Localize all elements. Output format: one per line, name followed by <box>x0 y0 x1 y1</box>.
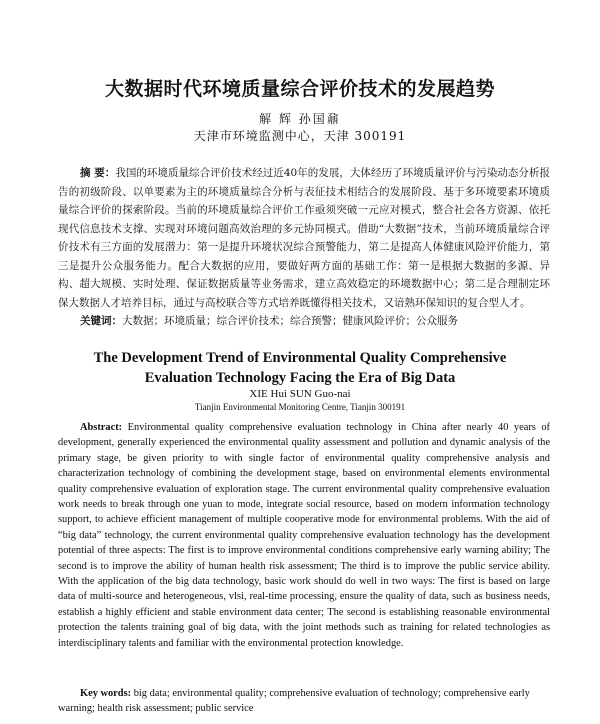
chinese-authors: 解 辉 孙国鼐 <box>259 112 341 126</box>
chinese-title: 大数据时代环境质量综合评价技术的发展趋势 <box>104 78 495 100</box>
english-title-line-1: The Development Trend of Environmental Quality Comprehensive <box>93 350 507 366</box>
english-title-line-2: Evaluation Technology Facing the Era of Big Data <box>144 370 456 386</box>
english-keywords <box>58 686 550 717</box>
chinese-affiliation: 天津市环境监测中心，天津 300191 <box>193 129 407 143</box>
english-authors: XIE Hui SUN Guo-nai <box>249 388 351 400</box>
english-keywords-label: Key words: <box>80 688 132 699</box>
chinese-abstract-text: 我国的环境质量综合评价技术经过近40年的发展，大体经历了环境质量评价与污染动态分析报告的初级阶段、以单要素为主的环境质量综合分析与表征技术相结合的发展阶段、基于多环境要素环境质量综合评价的探索阶段。当前的环境质量综合评价工作亟须突破一元应对模式，整合社会各方资源、依托现代信息技术支撑、实现对环境问题高效治理的多元协同模式。借助“大数据”技术，当前环境质量综合评价技术有三方面的发展潜力：第一是提升环境状况综合预警能力，第二是提高人体健康风险评价能力，第三是提升公众服务能力。配合大数据的应用，要做好两方面的基础工作：第一是根据大数据的多源、异构、超大规模、实时处理、保证数据质量等业务需求，建立高效稳定的环境数据中心；第二是合理制定环保大数据人才培养目标，通过与高校联合等方式培养既懂得相关技术，又谙熟环保知识的复合型人才。 <box>58 167 551 309</box>
english-keywords-text: big data; environmental quality; comprehensive evaluation of technology; comprehensive early warning; health risk assessment; public service <box>58 688 530 715</box>
english-title <box>0 348 600 388</box>
english-abstract <box>58 420 550 651</box>
chinese-keywords <box>80 313 550 329</box>
chinese-abstract-label: 摘 要： <box>80 167 116 179</box>
chinese-keywords-text: 大数据；环境质量；综合评价技术；综合预警；健康风险评价；公众服务 <box>122 315 458 327</box>
english-abstract-text: Environmental quality comprehensive evaluation technology in China after nearly 40 years of development, generally experienced the environmental quality assessment and pollution and dynamic analysis of the primary stage, be given priority to with single factor of environmental quality comprehensive analysis and characterization technology of combining the development stage, based on environmental elements environmental quality comprehensive evaluation of exploration stage. The current environmental quality comprehensive evaluation work needs to break through one yuan to mode, integrate social resource, based on modern information technology support, to achieve efficient management of multiple cooperative mode for environmental problems. With the aid of “big data” technology, the current environmental quality comprehensive evaluation technology has the development potential of three aspects: The first is to improve environmental conditions comprehensive early warning ability; The second is to improve the ability of human health risk assessment; The third is to improve the public service ability. With the application of the big data technology, basic work should do well in two ways: The first is based on large data of multi-source and heterogeneous, vlsi, real-time processing, ensure the quality of data, such as business needs, establish a highly efficient and stable environment data center; The second is establishing reasonable environmental protection the talents training goal of big data, with the joint methods such as training for related technologies as interdisciplinary talents and familiar with the environmental protection knowledge. <box>58 422 551 649</box>
english-affiliation: Tianjin Environmental Monitoring Centre, Tianjin 300191 <box>194 402 406 412</box>
english-abstract-label: Abstract: <box>80 422 123 433</box>
chinese-keywords-label: 关键词： <box>80 315 122 327</box>
chinese-abstract <box>58 164 550 312</box>
